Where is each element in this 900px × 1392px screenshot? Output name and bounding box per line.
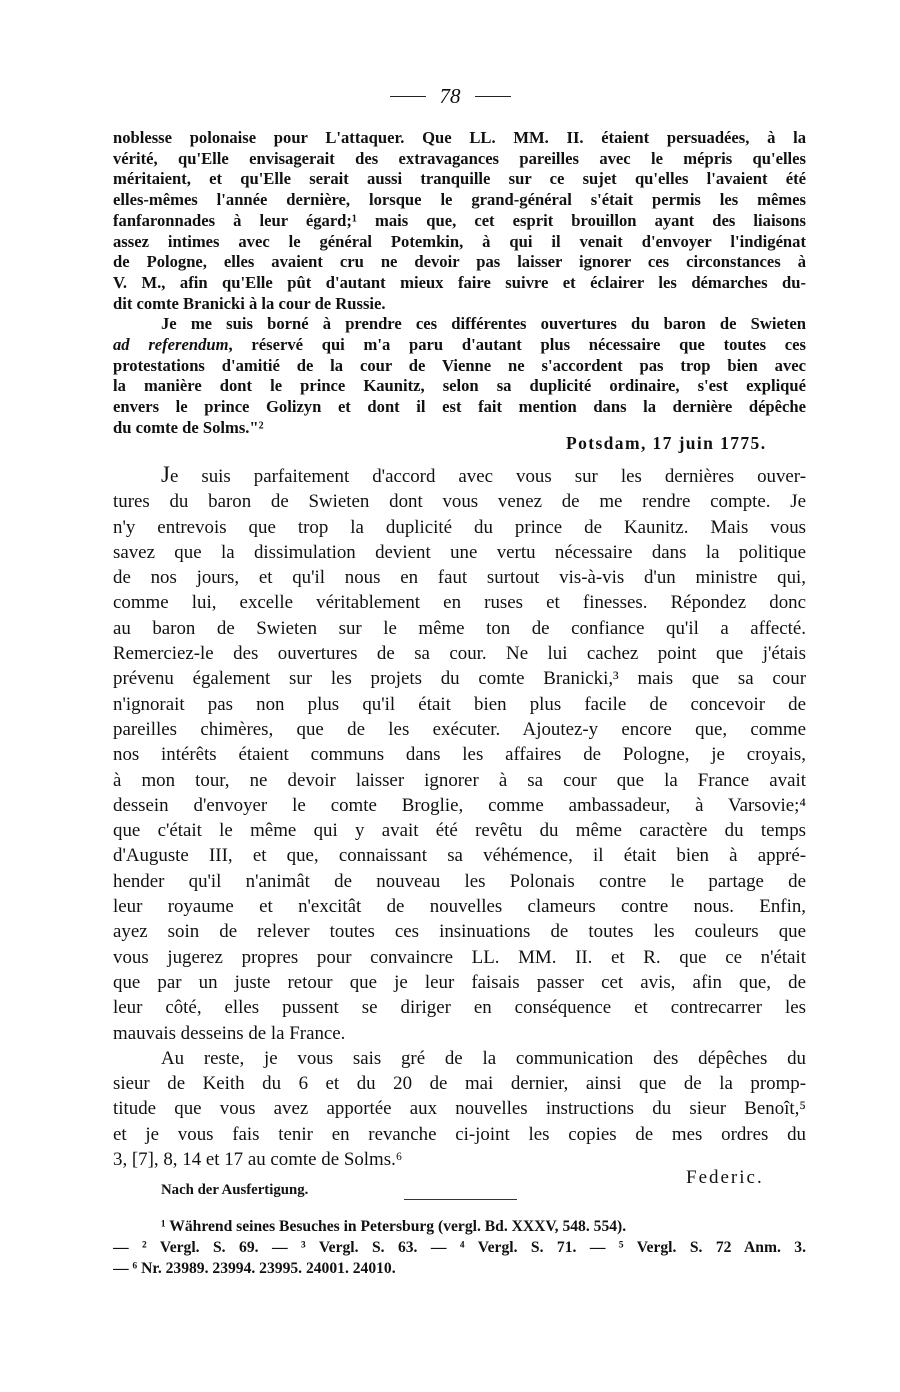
letter-line: ayez soin de relever toutes ces insinuations de toutes les couleurs que	[113, 921, 806, 943]
quote-line: fanfaronnades à leur égard;¹ mais que, cet esprit brouillon ayant des liaisons	[113, 210, 806, 230]
header-dash-right	[475, 96, 511, 97]
page-header	[0, 84, 900, 109]
letter-line: prévenu également sur les projets du comte Branicki,³ mais que sa cour	[113, 668, 806, 690]
letter-line: mauvais desseins de la France.	[113, 1022, 346, 1044]
quote-line: assez intimes avec le général Potemkin, à qui il venait d'envoyer l'indigénat	[113, 231, 806, 251]
quote-line: du comte de Solms."²	[113, 417, 264, 437]
letter-line: Remerciez-le des ouvertures de sa cour. Ne lui cachez point que j'étais	[113, 643, 806, 665]
letter-line: n'ignorait pas non plus qu'il était bien plus facile de concevoir de	[113, 693, 806, 715]
signature: Federic.	[686, 1167, 764, 1188]
header-dash-left	[390, 96, 426, 97]
footnote-line: — ² Vergl. S. 69. — ³ Vergl. S. 63. — ⁴ Vergl. S. 71. — ⁵ Vergl. S. 72 Anm. 3.	[113, 1239, 806, 1256]
quote-line: V. M., afin qu'Elle pût d'autant mieux faire suivre et éclairer les démarches du-	[113, 272, 806, 292]
letter-line: leur côté, elles pussent se diriger en conséquence et contrecarrer les	[113, 997, 806, 1019]
quote-line: ad referendum, réservé qui m'a paru d'autant plus nécessaire que toutes ces	[113, 335, 806, 355]
letter-line: comme lui, excelle véritablement en ruses et finesses. Répondez donc	[113, 592, 806, 614]
letter-line: pareilles chimères, que de les exécuter. Ajoutez-y encore que, comme	[113, 718, 806, 740]
letter-line: à mon tour, ne devoir laisser ignorer à sa cour que la France avait	[113, 769, 806, 791]
letter-line: leur royaume et n'excitât de nouvelles clameurs contre nous. Enfin,	[113, 896, 806, 918]
letter-line: de nos jours, et qu'il nous en faut surtout vis-à-vis d'un ministre qui,	[113, 567, 806, 589]
quote-line: envers le prince Golizyn et dont il est fait mention dans la dernière dépêche	[113, 397, 806, 417]
dateline: Potsdam, 17 juin 1775.	[566, 433, 767, 453]
quote-line: la manière dont le prince Kaunitz, selon sa duplicité ordinaire, s'est expliqué	[113, 376, 806, 396]
letter-line: vous jugerez propres pour convaincre LL. MM. II. et R. que ce n'était	[113, 946, 806, 968]
letter-line: titude que vous avez apportée aux nouvelles instructions du sieur Benoît,⁵	[113, 1098, 806, 1120]
latin-phrase: ad referendum	[113, 335, 229, 355]
letter-line: n'y entrevois que trop la duplicité du prince de Kaunitz. Mais vous	[113, 516, 806, 538]
letter-line: hender qu'il n'animât de nouveau les Polonais contre le partage de	[113, 870, 806, 892]
letter-line: dessein d'envoyer le comte Broglie, comme ambassadeur, à Varsovie;⁴	[113, 794, 806, 816]
page-number: 78	[439, 84, 461, 108]
quote-line: noblesse polonaise pour L'attaquer. Que LL. MM. II. étaient persuadées, à la	[113, 128, 806, 147]
letter-line: que c'était le même qui y avait été revêtu du même caractère du temps	[113, 820, 806, 842]
letter-line: et je vous fais tenir en revanche ci-joint les copies de mes ordres du	[113, 1123, 806, 1145]
letter-line: nos intérêts étaient communs dans les affaires de Pologne, je croyais,	[113, 744, 806, 766]
quote-line: protestations d'amitié de la cour de Vienne ne s'accordent pas trop bien avec	[113, 355, 806, 375]
letter-line: que par un juste retour que je leur faisais passer cet avis, afin que, de	[113, 971, 806, 993]
footnotes	[113, 1216, 806, 1279]
letter-line: tures du baron de Swieten dont vous venez de me rendre compte. Je	[113, 491, 806, 513]
quote-line: dit comte Branicki à la cour de Russie.	[113, 293, 386, 313]
quote-line: elles-mêmes l'année dernière, lorsque le grand-général s'était permis les mêmes	[113, 190, 806, 210]
letter-body	[113, 462, 806, 1172]
footnote-rule	[404, 1199, 517, 1200]
letter-line: 3, [7], 8, 14 et 17 au comte de Solms.⁶	[113, 1149, 403, 1171]
letter-line: Au reste, je vous sais gré de la communication des dépêches du	[161, 1047, 806, 1069]
quote-line: méritaient, et qu'Elle serait aussi tranquille sur ce sujet qu'elles l'avaient été	[113, 169, 806, 189]
letter-line: Je suis parfaitement d'accord avec vous sur les dernières ouver-	[161, 462, 806, 487]
initial-letter: J	[161, 462, 170, 487]
quote-line: de Pologne, elles avaient cru ne devoir pas laisser ignorer ces circonstances à	[113, 252, 806, 272]
letter-line: d'Auguste III, et que, connaissant sa véhémence, il était bien à appré-	[113, 845, 806, 867]
footnote-line: — ⁶ Nr. 23989. 23994. 23995. 24001. 24010.	[113, 1260, 396, 1277]
letter-line: au baron de Swieten sur le même ton de confiance qu'il a affecté.	[113, 617, 806, 639]
footnote-line: ¹ Während seines Besuches in Petersburg (vergl. Bd. XXXV, 548. 554).	[161, 1218, 627, 1235]
source-note: Nach der Ausfertigung.	[161, 1182, 309, 1198]
letter-line: savez que la dissimulation devient une vertu nécessaire dans la politique	[113, 541, 806, 563]
quoted-report	[113, 128, 806, 439]
quote-line: Je me suis borné à prendre ces différentes ouvertures du baron de Swieten	[161, 314, 806, 334]
quote-line: vérité, qu'Elle envisagerait des extravagances pareilles avec le mépris qu'elles	[113, 148, 806, 168]
letter-line: sieur de Keith du 6 et du 20 de mai dernier, ainsi que de la promp-	[113, 1073, 806, 1095]
